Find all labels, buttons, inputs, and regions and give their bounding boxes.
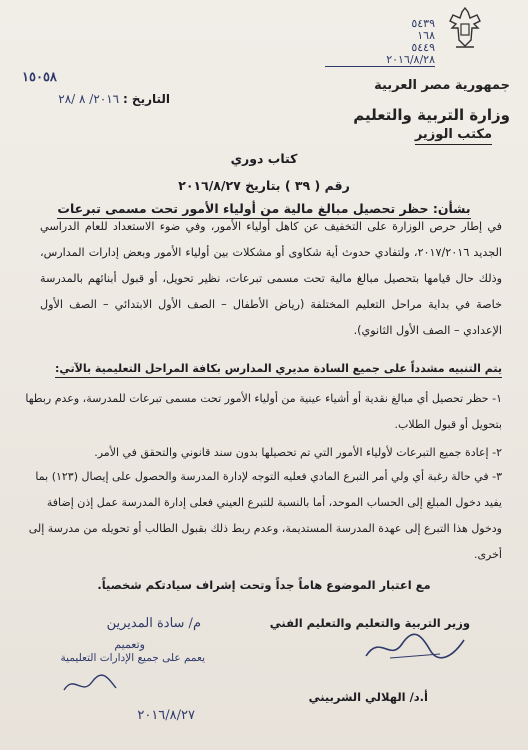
closing-line: مع اعتبار الموضوع هاماً جداً وتحت إشراف سيادتكم شخصياً. — [97, 578, 431, 592]
date-label: التاريخ : — [122, 92, 170, 106]
item-2-text: ٢- إعادة جميع التبرعات لأولياء الأمور التي تم تحصيلها بدون سند قانوني والتحقق في الأمر. — [94, 446, 502, 459]
list-item — [24, 440, 502, 466]
note-date: ٢٠١٦/٨/٢٧ — [137, 708, 195, 723]
date-line — [20, 92, 170, 106]
note-scribble-icon — [60, 672, 120, 698]
directive-line — [40, 358, 502, 380]
registration-line: ٢٠١٦/٨/٢٨ — [325, 54, 435, 67]
registration-line: ١٦٨ — [417, 29, 435, 42]
subject-text: بشأن: حظر تحصيل مبالغ مالية من أولياء الأمور تحت مسمى تبرعات — [57, 201, 470, 219]
registration-stamp — [325, 18, 435, 67]
registration-line: ٥٤٣٩ — [411, 17, 435, 30]
signature-scribble-icon — [360, 628, 470, 666]
note-line: وتعميم — [114, 638, 145, 651]
item-3-text: ٣- في حالة رغبة أي ولي أمر التبرع المادي فعليه التوجه لإدارة المدرسة والحصول على إيصال (١٢٣) بما يفيد دخول المبلغ إلى الحساب الموحد، أما بالنسبة للتبرع العيني فعلى إدارة المدرسة عمل إذن إضافة ودخول هذا التبرع إلى عهدة المدرسة المستديمة، وعدم ربط ذلك بقبول الطالب أو تحويله من مدرسة إلى أخرى. — [28, 470, 502, 561]
signature-name: أ.د/ الهلالي الشربيني — [308, 690, 428, 704]
note-line: يعمم على جميع الإدارات التعليمية — [60, 652, 205, 664]
list-item — [24, 464, 502, 568]
signature-title: وزير التربية والتعليم والتعليم الفني — [269, 616, 470, 630]
list-item — [24, 386, 502, 438]
date-value: ٢٠١٦/ ٨ /٢٨ — [58, 92, 120, 106]
intro-paragraph — [40, 214, 502, 344]
intro-text: في إطار حرص الوزارة على التخفيف عن كاهل أولياء الأمور، وفي ضوء الاستعداد للعام الدراسي الجديد ٢٠١٧/٢٠١٦، ولتفادي حدوث أية شكاوى أو مشكلات بين أولياء الأمور وبعض إدارات المدارس، وذلك حال قيامها بتحصيل مبالغ مالية تحت مسمى تبرعات، نظير تحويل، أو قبول أبنائهم بالمدرسة خاصة في بداية مراحل التعليم المختلفة (رياض الأطفال – الصف الأول الابتدائي – الصف الأول الإعدادي – الصف الأول الثانوي). — [40, 220, 502, 337]
header-ministry: وزارة التربية والتعليم — [353, 106, 510, 124]
header-country: جمهورية مصر العربية — [374, 78, 510, 93]
header-office: مكتب الوزير — [415, 127, 492, 145]
outgoing-number: ١٥٠٥٨ — [22, 70, 57, 85]
item-1-text: ١- حظر تحصيل أي مبالغ نقدية أو أشياء عينية من أولياء الأمور تحت مسمى تبرعات للمدرسة، وعدم ربطها بتحويل أو قبول الطلاب. — [25, 392, 502, 431]
note-line: م/ سادة المديرين — [106, 616, 201, 631]
document-number: رقم ( ٣٩ ) بتاريخ ٢٠١٦/٨/٢٧ — [178, 178, 350, 193]
registration-line: ٥٤٤٩ — [411, 41, 435, 54]
document-kind: كتاب دوري — [230, 151, 298, 166]
eagle-emblem-icon — [448, 6, 482, 52]
directive-text: يتم التنبيه مشدداً على جميع السادة مديري المدارس بكافة المراحل التعليمية بالآتي: — [55, 362, 502, 378]
handwritten-note — [20, 610, 205, 740]
